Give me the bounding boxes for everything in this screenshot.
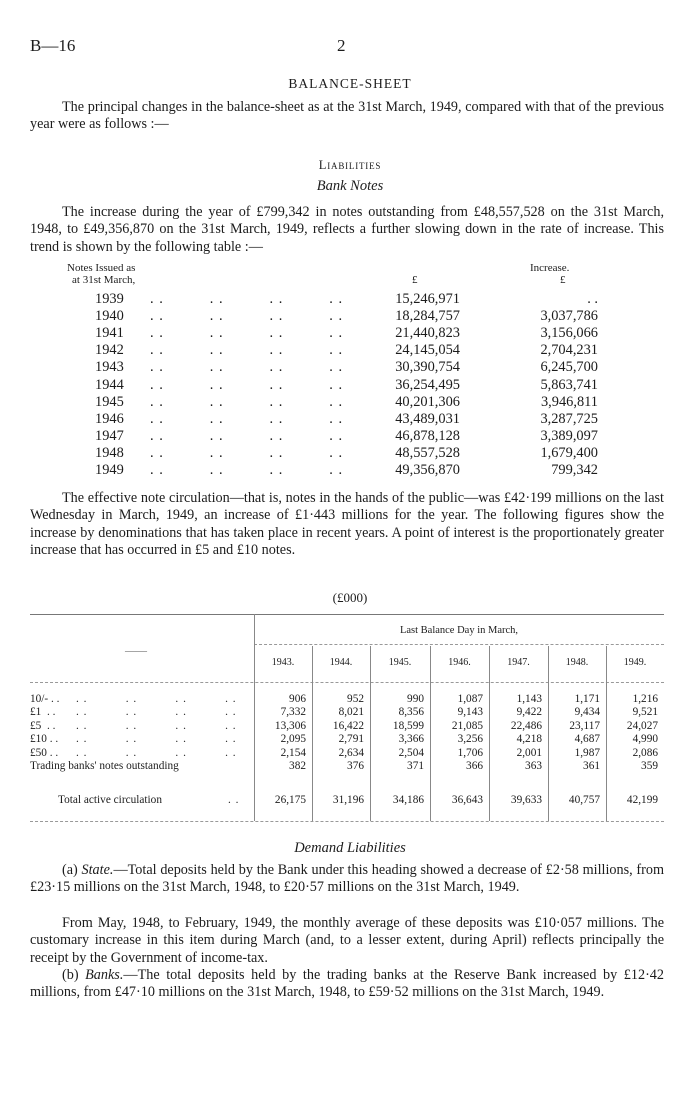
notes-issued-value: 49,356,870	[395, 462, 460, 478]
denomination-value: 9,143	[457, 706, 483, 719]
year-column-header: 1945.	[388, 657, 412, 668]
notes-issued-value: 24,145,054	[395, 342, 460, 359]
leader-dots: . . . . . . . .	[76, 719, 237, 732]
denomination-value: 376	[347, 760, 364, 772]
denomination-value: 4,687	[574, 733, 600, 746]
leader-dots: . .	[228, 794, 240, 806]
notes-increase-value: 3,389,097	[540, 427, 598, 444]
notes-increase-value: 5,863,741	[540, 376, 598, 393]
denomination-value: 2,086	[632, 746, 658, 759]
group-header-rule	[254, 644, 664, 645]
denomination-value: 13,306	[274, 719, 306, 732]
state-label: State.	[81, 862, 114, 878]
notes-year: 1944	[95, 376, 124, 393]
leader-dots: . . . . . . . .	[150, 342, 344, 359]
denomination-value: 26,175	[274, 794, 306, 806]
notes-col-header-line2: at 31st March,	[72, 274, 136, 286]
monthly-average-paragraph: From May, 1948, to February, 1949, the monthly average of these deposits was £10·057 millions. The customary increase in this item during March (and, to a lesser extent, during April) reflects principally the receipt by the Government of income-tax.	[30, 915, 664, 966]
denom-table-row	[30, 760, 670, 773]
notes-table-row	[0, 308, 700, 325]
total-label: Total active circulation	[58, 794, 162, 806]
bank-notes-heading: Bank Notes	[316, 178, 384, 194]
notes-table-row	[0, 428, 700, 445]
notes-col-header-line1: Notes Issued as	[67, 262, 136, 274]
notes-table-row	[0, 462, 700, 479]
denomination-value: 1,987	[574, 746, 600, 759]
notes-year: 1948	[95, 444, 124, 461]
page-title: BALANCE-SHEET	[288, 76, 412, 91]
notes-increase-value: 3,287,725	[540, 410, 598, 427]
notes-year: 1949	[95, 462, 124, 478]
denom-table-row	[30, 747, 670, 760]
denomination-value: 1,706	[457, 746, 483, 759]
denomination-value: 1,143	[516, 693, 542, 705]
denom-group-header: Last Balance Day in March,	[399, 625, 519, 636]
notes-issued-value: 43,489,031	[395, 410, 460, 427]
denomination-value: 40,757	[568, 794, 600, 806]
denomination-value: 990	[407, 693, 424, 705]
denomination-value: 23,117	[569, 719, 600, 732]
year-column-header: 1946.	[448, 657, 471, 668]
denomination-value: 7,332	[280, 706, 306, 719]
notes-issued-value: 30,390,754	[395, 359, 460, 376]
notes-table-row	[0, 325, 700, 342]
notes-increase-value: 3,037,786	[540, 308, 598, 325]
denomination-label: Trading banks' notes outstanding	[30, 760, 179, 772]
denomination-value: 361	[583, 760, 600, 772]
denomination-value: 3,256	[457, 733, 483, 746]
denomination-value: 9,521	[632, 706, 658, 719]
banks-text: —The total deposits held by the trading banks at the Reserve Bank increased by £12·42 millions, from £47·10 millions on the 31st March, 1948, to £59·52 millions on the 31st March, 1949.	[30, 967, 664, 1001]
notes-issued-value: 40,201,306	[395, 393, 460, 410]
banks-paragraph	[30, 967, 664, 1002]
notes-issued-value: 48,557,528	[395, 444, 460, 461]
liabilities-heading: Liabilities	[318, 158, 382, 172]
denom-table-row	[30, 720, 670, 733]
denomination-value: 2,634	[338, 746, 364, 759]
increase-col-header: Increase.	[530, 262, 570, 274]
notes-year: 1946	[95, 410, 124, 427]
denom-table-row	[30, 693, 670, 706]
denomination-value: 42,199	[626, 794, 658, 806]
denom-stub-header: ——	[125, 645, 147, 657]
notes-table-row	[0, 291, 700, 308]
leader-dots: . . . . . . . .	[76, 693, 237, 705]
denomination-value: 2,154	[280, 746, 306, 759]
denomination-label: £1 . .	[30, 706, 56, 719]
denomination-value: 1,216	[632, 693, 658, 705]
denomination-value: 39,633	[510, 794, 542, 806]
denomination-value: 22,486	[510, 719, 542, 732]
denomination-value: 8,356	[398, 706, 424, 719]
notes-year: 1942	[95, 342, 124, 359]
banks-prefix: (b)	[62, 967, 79, 983]
leader-dots: . . . . . . . .	[150, 427, 344, 444]
notes-increase-value: 6,245,700	[540, 359, 598, 376]
year-column-header: 1949.	[623, 657, 647, 668]
notes-issued-value: 15,246,971	[395, 291, 460, 307]
denomination-value: 4,990	[632, 733, 658, 746]
bank-notes-paragraph: The increase during the year of £799,342 in notes outstanding from £48,557,528 on the 31st March, 1948, to £49,356,870 on the 31st March, 1949, reflects a further slowing down in the rate of increase. This trend is shown by the following table :—	[30, 204, 664, 255]
state-paragraph	[30, 862, 664, 897]
notes-table-row	[0, 342, 700, 359]
year-header-rule	[30, 682, 664, 683]
denomination-value: 31,196	[332, 794, 364, 806]
year-column-header: 1947.	[507, 657, 530, 668]
denom-table-row	[30, 706, 670, 719]
denomination-value: 1,171	[574, 693, 600, 705]
table-top-rule	[30, 614, 664, 615]
state-prefix: (a)	[62, 862, 78, 878]
year-column-header: 1948.	[565, 657, 589, 668]
notes-year: 1941	[95, 325, 124, 342]
denomination-value: 1,087	[457, 693, 483, 705]
denomination-value: 9,422	[516, 706, 542, 719]
denomination-value: 18,599	[392, 719, 424, 732]
notes-year: 1943	[95, 359, 124, 376]
notes-increase-value: 3,946,811	[540, 393, 598, 410]
denomination-value: 4,218	[516, 733, 542, 746]
denomination-value: 2,095	[280, 733, 306, 746]
denomination-value: 24,027	[626, 719, 658, 732]
leader-dots: . . . . . . . .	[150, 444, 344, 461]
notes-table-row	[0, 411, 700, 428]
denom-table-unit: (£000)	[332, 590, 368, 605]
denomination-value: 2,791	[338, 733, 364, 746]
denomination-value: 2,504	[398, 746, 424, 759]
state-text: —Total deposits held by the Bank under this heading showed a decrease of £2·58 millions, from £23·15 millions on the 31st March, 1948, to £20·57 millions on the 31st March, 1949.	[30, 862, 665, 896]
denomination-value: 363	[525, 760, 542, 772]
denomination-value: 16,422	[332, 719, 364, 732]
leader-dots: . . . . . . . .	[150, 308, 344, 325]
circulation-paragraph: The effective note circulation—that is, notes in the hands of the public—was £42·199 millions on the last Wednesday in March, 1949, an increase of £1·443 millions for the year. The following figures show the increase by denominations that has taken place in recent years. A point of interest is the proportionately greater increase that has occurred in £5 and £10 notes.	[30, 490, 664, 559]
notes-year: 1945	[95, 393, 124, 410]
leader-dots: . . . . . . . .	[150, 462, 344, 478]
denomination-label: £50 . .	[30, 746, 59, 759]
notes-issued-value: 21,440,823	[395, 325, 460, 342]
leader-dots: . . . . . . . .	[76, 733, 237, 746]
notes-table-row	[0, 394, 700, 411]
notes-value-unit: £	[412, 274, 418, 286]
denomination-value: 21,085	[451, 719, 483, 732]
notes-year: 1947	[95, 427, 124, 444]
page-number: 2	[337, 36, 346, 55]
leader-dots: . . . . . . . .	[150, 325, 344, 342]
total-row	[30, 794, 670, 807]
table-bottom-rule	[30, 821, 664, 822]
notes-issued-value: 36,254,495	[395, 376, 460, 393]
leader-dots: . . . . . . . .	[150, 291, 344, 307]
denomination-value: 359	[641, 760, 658, 772]
year-column-header: 1943.	[271, 657, 295, 668]
increase-unit: £	[560, 274, 566, 286]
notes-increase-value: . .	[587, 291, 598, 307]
notes-table-row	[0, 377, 700, 394]
demand-liabilities-heading: Demand Liabilities	[294, 840, 406, 856]
banks-label: Banks.	[85, 967, 124, 983]
leader-dots: . . . . . . . .	[150, 393, 344, 410]
notes-increase-value: 2,704,231	[540, 342, 598, 359]
leader-dots: . . . . . . . .	[150, 376, 344, 393]
leader-dots: . . . . . . . .	[150, 410, 344, 427]
denomination-value: 952	[347, 693, 364, 705]
denomination-value: 2,001	[516, 746, 542, 759]
notes-increase-value: 3,156,066	[540, 325, 598, 342]
denomination-value: 9,434	[574, 706, 600, 719]
denomination-value: 34,186	[392, 794, 424, 806]
leader-dots: . . . . . . . .	[150, 359, 344, 376]
denomination-value: 8,021	[338, 706, 364, 719]
denomination-label: 10/- . .	[30, 693, 60, 705]
notes-issued-value: 46,878,128	[395, 427, 460, 444]
notes-increase-value: 1,679,400	[540, 444, 598, 461]
notes-year: 1940	[95, 308, 124, 325]
notes-issued-value: 18,284,757	[395, 308, 460, 325]
denomination-value: 382	[289, 760, 306, 772]
leader-dots: . . . . . . . .	[76, 746, 237, 759]
notes-year: 1939	[95, 291, 124, 307]
denomination-value: 371	[407, 760, 424, 772]
notes-increase-value: 799,342	[551, 462, 598, 478]
denomination-value: 36,643	[451, 794, 483, 806]
denomination-value: 366	[466, 760, 483, 772]
denomination-value: 3,366	[398, 733, 424, 746]
denom-table-row	[30, 733, 670, 746]
year-column-header: 1944.	[329, 657, 353, 668]
denomination-value: 906	[289, 693, 306, 705]
page-reference: B—16	[30, 36, 76, 55]
notes-table-row	[0, 445, 700, 462]
denomination-label: £10 . .	[30, 733, 59, 746]
leader-dots: . . . . . . . .	[76, 706, 237, 719]
intro-paragraph: The principal changes in the balance-sheet as at the 31st March, 1949, compared with that of the previous year were as follows :—	[30, 99, 664, 133]
denomination-label: £5 . .	[30, 719, 56, 732]
notes-table-row	[0, 359, 700, 376]
